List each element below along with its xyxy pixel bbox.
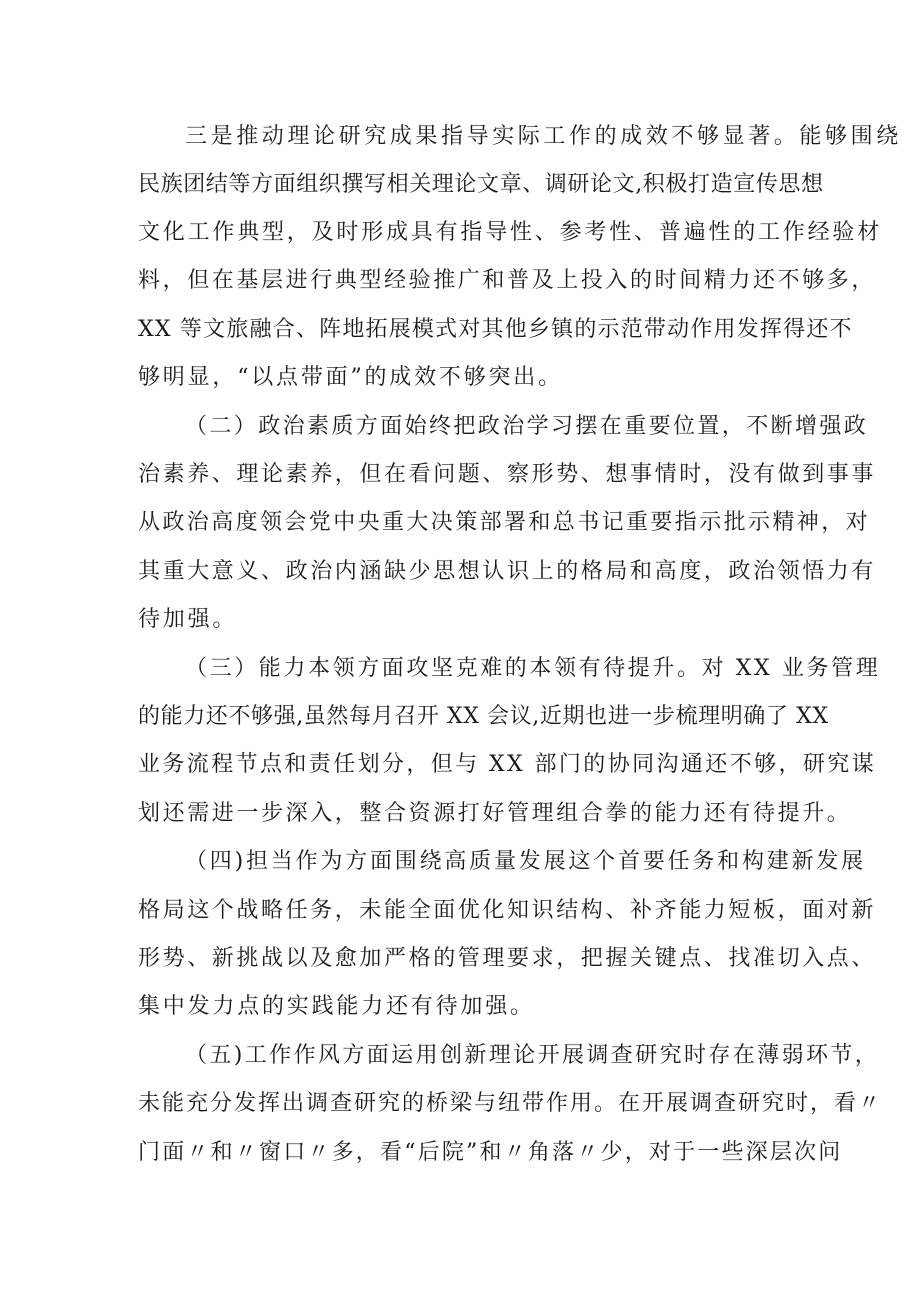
text-line: 形势、新挑战以及愈加严格的管理要求，把握关键点、找准切入点、 — [138, 946, 877, 971]
text-line: 业务流程节点和责任划分，但与 XX 部门的协同沟通还不够，研究谋 — [138, 752, 877, 777]
text-line: 划还需进一步深入，整合资源打好管理组合拳的能力还有待提升。 — [138, 801, 852, 826]
text-line: 够明显，“以点带面”的成效不够突出。 — [138, 365, 563, 390]
text-line: 三是推动理论研究成果指导实际工作的成效不够显著。能够围绕 — [185, 124, 902, 149]
text-line: 从政治高度领会党中央重大决策部署和总书记重要指示批示精神，对 — [138, 510, 871, 535]
text-line: 民族团结等方面组织撰写相关理论文章、调研论文,积极打造宣传思想 — [138, 172, 824, 197]
text-line: 文化工作典型，及时形成具有指导性、参考性、普遍性的工作经验材 — [138, 220, 883, 245]
text-line: 未能充分发挥出调查研究的桥梁与纽带作用。在开展调查研究时，看〃 — [138, 1091, 883, 1116]
text-line: 料，但在基层进行典型经验推广和普及上投入的时间精力还不够多， — [138, 268, 877, 293]
text-line: XX 等文旅融合、阵地拓展模式对其他乡镇的示范带动作用发挥得还不 — [138, 317, 853, 342]
text-line: 的能力还不够强,虽然每月召开 XX 会议,近期也进一步梳理明确了 XX — [138, 704, 829, 729]
text-line: 待加强。 — [138, 607, 238, 632]
text-line: （三）能力本领方面攻坚克难的本领有待提升。对 XX 业务管理 — [185, 656, 881, 681]
text-line: （五)工作作风方面运用创新理论开展调查研究时存在薄弱环节， — [185, 1043, 880, 1068]
text-line: （二）政治素质方面始终把政治学习摆在重要位置，不断增强政 — [185, 414, 869, 439]
text-line: 治素养、理论素养，但在看问题、察形势、想事情时，没有做到事事 — [138, 462, 877, 487]
text-line: （四)担当作为方面围绕高质量发展这个首要任务和构建新发展 — [185, 849, 866, 874]
text-line: 门面〃和〃窗口〃多，看“后院”和〃角落〃少，对于一些深层次问 — [138, 1140, 843, 1165]
text-line: 集中发力点的实践能力还有待加强。 — [138, 994, 535, 1019]
text-line: 其重大意义、政治内涵缺少思想认识上的格局和高度，政治领悟力有 — [138, 559, 877, 584]
text-line: 格局这个战略任务，未能全面优化知识结构、补齐能力短板，面对新 — [138, 898, 877, 923]
